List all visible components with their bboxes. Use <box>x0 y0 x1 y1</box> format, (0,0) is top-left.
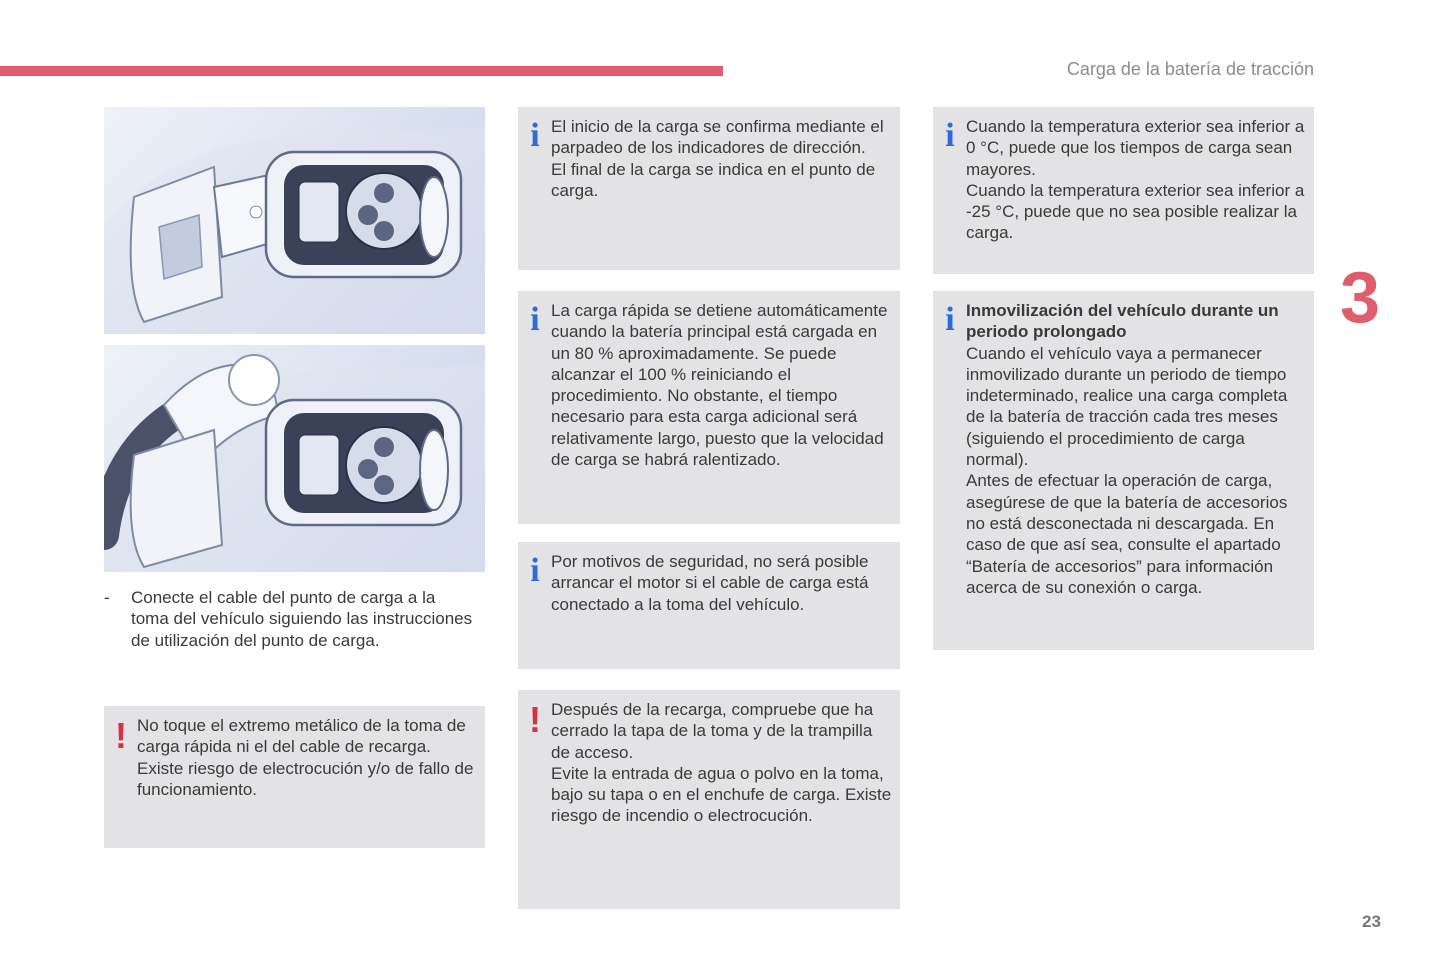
warning-icon: ! <box>115 715 127 756</box>
info-paragraph: Cuando la temperatura exterior sea inferior a -25 °C, puede que no sea posible realizar la carga. <box>966 180 1305 243</box>
info-icon: i <box>945 301 955 338</box>
info-text: La carga rápida se detiene automáticamente cuando la batería principal está cargada en un 80 % aproximadamente. Se puede alcanzar el 100 % reiniciando el procedimiento. No obstante, el tiempo necesario para esta carga adicional será relativamente largo, puesto que la velocidad de carga se habrá ralentizado. <box>551 301 888 470</box>
warning-box-fast-charge-contact <box>104 706 485 848</box>
info-box-safety-engine-start <box>518 542 900 669</box>
warning-icon: ! <box>529 699 541 740</box>
warning-text <box>551 699 894 827</box>
info-text <box>551 116 894 201</box>
warning-paragraph: Después de la recarga, compruebe que ha cerrado la tapa de la toma y de la trampilla de acceso. <box>551 700 874 762</box>
info-box-title: Inmovilización del vehículo durante un periodo prolongado <box>966 301 1279 342</box>
info-box-charge-start-end <box>518 107 900 270</box>
info-text <box>966 116 1308 244</box>
info-box-fast-charge-stop <box>518 291 900 524</box>
warning-paragraph: Evite la entrada de agua o polvo en la toma, bajo su tapa o en el enchufe de carga. Existe riesgo de incendio o electrocución. <box>551 763 892 826</box>
charging-connector-plugged-illustration <box>104 345 485 572</box>
info-text: Por motivos de seguridad, no será posible arrancar el motor si el cable de carga está conectado a la toma del vehículo. <box>551 552 869 614</box>
list-dash: - <box>104 588 110 607</box>
info-icon: i <box>530 117 540 154</box>
instruction-text: Conecte el cable del punto de carga a la toma del vehículo siguiendo las instrucciones de utilización del punto de carga. <box>131 588 473 650</box>
info-icon: i <box>945 117 955 154</box>
info-box-temperature <box>933 107 1314 274</box>
info-paragraph: Antes de efectuar la operación de carga, asegúrese de que la batería de accesorios no está desconectada ni descargada. En caso de que así sea, consulte el apartado “Batería de accesorios” para información acerca de su conexión o carga. <box>966 471 1288 597</box>
info-paragraph: El final de la carga se indica en el punto de carga. <box>551 159 876 200</box>
page-number: 23 <box>1362 912 1381 931</box>
chapter-number: 3 <box>1340 258 1381 338</box>
info-box-long-immobilization <box>933 291 1314 650</box>
info-paragraph: Cuando el vehículo vaya a permanecer inmovilizado durante un periodo de tiempo indeterminado, realice una carga completa de la batería de tracción cada tres meses (siguiendo el procedimiento de carga normal). <box>966 343 1288 470</box>
header-accent-bar <box>0 66 723 76</box>
charging-port-open-illustration <box>104 107 485 334</box>
info-text <box>966 300 1308 598</box>
warning-text: No toque el extremo metálico de la toma de carga rápida ni el del cable de recarga. Existe riesgo de electrocución y/o de fallo de funcionamiento. <box>137 716 474 799</box>
page-header-title: Carga de la batería de tracción <box>1066 59 1314 79</box>
info-paragraph: Cuando la temperatura exterior sea inferior a 0 °C, puede que los tiempos de carga sean mayores. <box>966 117 1305 179</box>
warning-box-after-recharge <box>518 690 900 909</box>
info-icon: i <box>530 552 540 589</box>
info-paragraph: El inicio de la carga se confirma mediante el parpadeo de los indicadores de dirección. <box>551 117 884 158</box>
info-icon: i <box>530 301 540 338</box>
